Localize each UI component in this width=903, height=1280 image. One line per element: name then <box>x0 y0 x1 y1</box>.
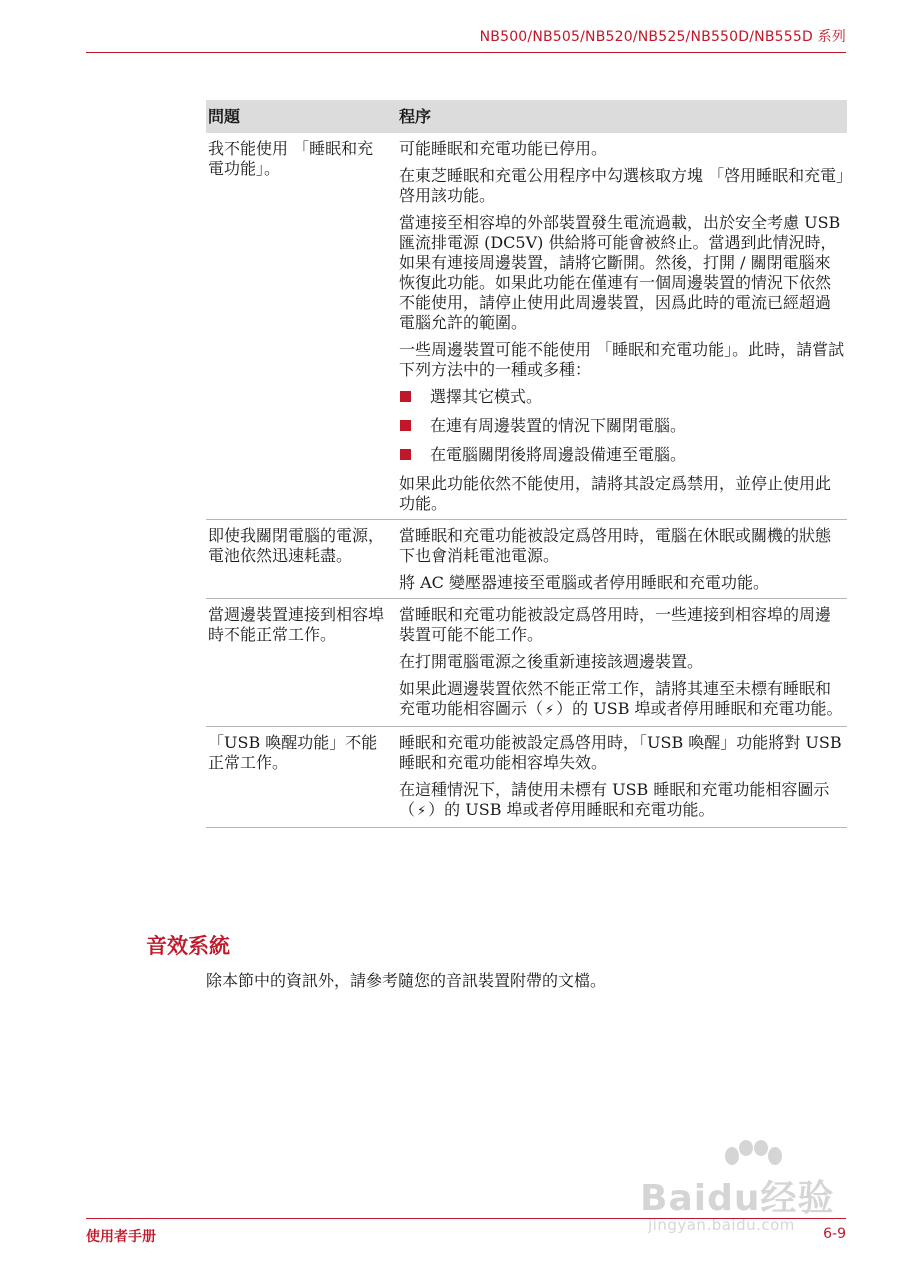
procedure-text: 在東芝睡眠和充電公用程序中勾選核取方塊 「啓用睡眠和充電」啓用該功能。 <box>399 166 845 205</box>
procedure-text: 當睡眠和充電功能被設定爲啓用時，電腦在休眠或關機的狀態下也會消耗電池電源。 <box>399 526 832 565</box>
procedure-cell <box>397 520 847 599</box>
watermark-url: jingyan.baidu.com <box>648 1216 795 1234</box>
procedure-text: 當連接至相容埠的外部裝置發生電流過載，出於安全考慮 USB 匯流排電源 (DC5V) 供給將可能會被終止。當遇到此情況時，如果有連接周邊裝置，請將它斷開。然後，打開 / 關閉電腦來恢復此功能。如果此功能在僅連有一個周邊裝置的情況下依然不能使用，請停止使用此周邊裝置，因爲此時的電流已經超過電腦允許的範圍。 <box>399 213 841 332</box>
paw-logo-icon <box>718 1140 788 1180</box>
problem-cell: 即使我關閉電腦的電源，電池依然迅速耗盡。 <box>206 520 397 599</box>
problem-cell: 「USB 喚醒功能」不能正常工作。 <box>206 727 397 828</box>
procedure-text-part: ）的 USB 埠或者停用睡眠和充電功能。 <box>428 800 715 819</box>
procedure-text: 一些周邊裝置可能不能使用 「睡眠和充電功能」。此時，請嘗試下列方法中的一種或多種： <box>399 340 845 379</box>
list-item: 在連有周邊裝置的情況下關閉電腦。 <box>399 416 845 436</box>
table-row <box>206 133 847 520</box>
section-body: 除本節中的資訊外，請參考隨您的音訊裝置附帶的文檔。 <box>206 971 607 990</box>
header-rule <box>86 52 846 53</box>
procedure-cell <box>397 599 847 727</box>
procedure-text: 睡眠和充電功能被設定爲啓用時，「USB 喚醒」功能將對 USB 睡眠和充電功能相容埠失效。 <box>399 733 842 772</box>
procedure-text <box>399 679 845 721</box>
troubleshooting-table <box>206 100 847 828</box>
problem-cell: 當週邊裝置連接到相容埠時不能正常工作。 <box>206 599 397 727</box>
watermark <box>640 1140 855 1240</box>
procedure-text: 可能睡眠和充電功能已停用。 <box>399 139 608 158</box>
procedure-text-part: ）的 USB 埠或者停用睡眠和充電功能。 <box>556 699 843 718</box>
running-header: NB500/NB505/NB520/NB525/NB550D/NB555D 系列 <box>479 29 846 45</box>
section-title: 音效系統 <box>146 934 230 958</box>
column-header-procedure: 程序 <box>397 100 847 133</box>
procedure-text: 如果此功能依然不能使用，請將其設定爲禁用，並停止使用此功能。 <box>399 474 832 513</box>
watermark-logo-text: Baidu经验 <box>640 1178 835 1219</box>
table-row <box>206 599 847 727</box>
page-number: 6-9 <box>823 1226 846 1242</box>
sleep-and-charge-bolt-icon: ⚡ <box>545 703 555 718</box>
problem-cell: 我不能使用 「睡眠和充電功能」。 <box>206 133 397 520</box>
column-header-problem: 問題 <box>206 100 397 133</box>
procedure-text: 將 AC 變壓器連接至電腦或者停用睡眠和充電功能。 <box>399 573 769 592</box>
bullet-list <box>399 387 845 465</box>
list-item: 選擇其它模式。 <box>399 387 845 407</box>
procedure-text-part: 如果此週邊裝置依然不能正常工作，請將其連至未標有睡眠和充電功能相容圖示（ <box>399 679 832 718</box>
table-header-row <box>206 100 847 133</box>
footer-manual-title: 使用者手册 <box>86 1229 156 1245</box>
procedure-text: 當睡眠和充電功能被設定爲啓用時，一些連接到相容埠的周邊裝置可能不能工作。 <box>399 605 832 644</box>
list-item: 在電腦關閉後將周邊設備連至電腦。 <box>399 445 845 465</box>
procedure-cell <box>397 727 847 828</box>
sleep-and-charge-bolt-icon: ⚡ <box>417 804 427 819</box>
table-row <box>206 727 847 828</box>
procedure-text: 在打開電腦電源之後重新連接該週邊裝置。 <box>399 652 704 671</box>
procedure-text-part: 在這種情況下，請使用未標有 USB 睡眠和充電功能相容圖示（ <box>399 780 830 819</box>
procedure-text <box>399 780 845 822</box>
procedure-cell <box>397 133 847 520</box>
footer-rule <box>86 1218 846 1219</box>
table-row <box>206 520 847 599</box>
